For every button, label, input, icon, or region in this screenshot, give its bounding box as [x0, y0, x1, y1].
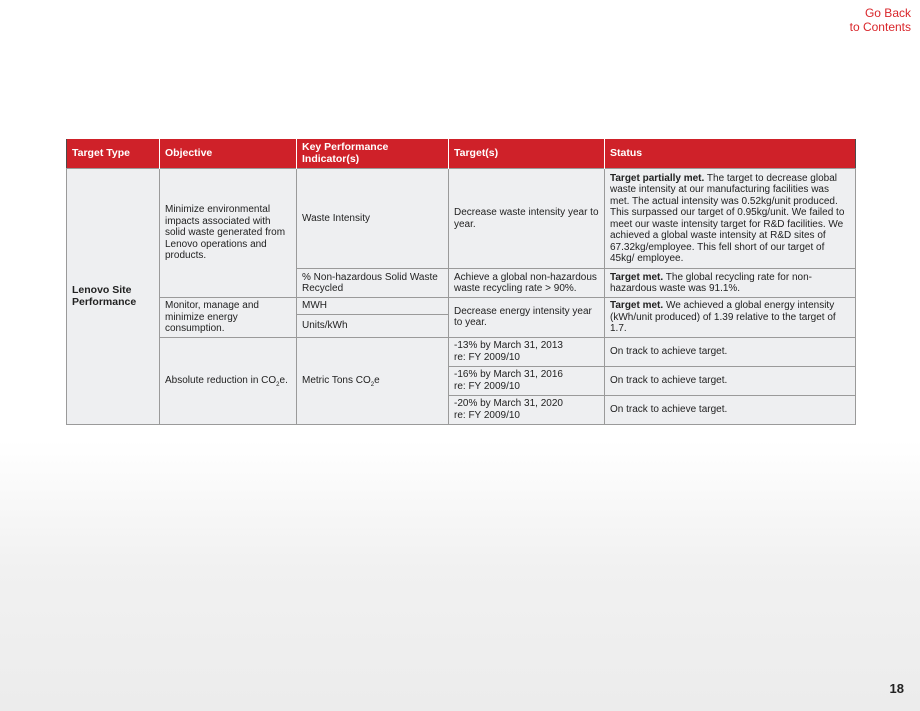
energy-kpi-mwh-cell: MWH: [297, 298, 449, 315]
co2-kpi-cell: [297, 337, 449, 424]
table-row: [67, 169, 856, 269]
table-row: [67, 337, 856, 366]
header-kpi: Key Performance Indicator(s): [297, 139, 449, 169]
waste-target-cell: Decrease waste intensity year to year.: [449, 169, 605, 269]
waste-kpi-cell: Waste Intensity: [297, 169, 449, 269]
co2-target-line2: re: FY 2009/10: [454, 409, 520, 421]
recycled-kpi-cell: % Non-hazardous Solid Waste Recycled: [297, 269, 449, 298]
co2-status-cell: On track to achieve target.: [605, 395, 856, 424]
go-back-link[interactable]: [850, 6, 911, 34]
co2-kpi-suffix: e: [374, 374, 380, 386]
table-header-row: [67, 139, 856, 169]
waste-objective-cell: Minimize environmental impacts associated with solid waste generated from Lenovo operations and products.: [160, 169, 297, 298]
co2-target-line1: -20% by March 31, 2020: [454, 398, 563, 409]
target-type-cell: Lenovo Site Performance: [67, 169, 160, 425]
go-back-line1[interactable]: Go Back: [864, 6, 911, 20]
co2-target-line1: -16% by March 31, 2016: [454, 369, 563, 380]
co2-objective-text: Absolute reduction in CO: [165, 374, 277, 386]
header-status: Status: [605, 139, 856, 169]
header-targets: Target(s): [449, 139, 605, 169]
waste-status-cell: [605, 169, 856, 269]
energy-status-cell: [605, 298, 856, 338]
header-objective: Objective: [160, 139, 297, 169]
status-label: Target partially met.: [610, 172, 705, 184]
co2-target-line1: -13% by March 31, 2013: [454, 340, 563, 351]
co2-target-line2: re: FY 2009/10: [454, 351, 520, 363]
energy-objective-cell: Monitor, manage and minimize energy consumption.: [160, 298, 297, 338]
co2-status-cell: On track to achieve target.: [605, 337, 856, 366]
go-back-line2[interactable]: to Contents: [849, 20, 911, 34]
co2-status-cell: On track to achieve target.: [605, 366, 856, 395]
co2-objective-suffix: e.: [279, 374, 288, 386]
co2-target-cell: [449, 395, 605, 424]
kpi-table: [66, 139, 856, 425]
co2-target-line2: re: FY 2009/10: [454, 380, 520, 392]
status-text: We achieved a global energy intensity (kWh/unit produced) of 1.39 relative to the target of 1.7.: [610, 300, 836, 334]
co2-subscript: 2: [276, 381, 280, 388]
co2-objective-cell: [160, 337, 297, 424]
co2-target-cell: [449, 366, 605, 395]
page-number: 18: [889, 681, 904, 696]
header-target-type: Target Type: [67, 139, 160, 169]
status-text: The target to decrease global waste intensity at our manufacturing facilities was met. The actual intensity was 0.52kg/unit produced. This surpassed our target of 0.95kg/unit. We failed to meet our waste intensity target for R&D facilities. We achieved a global waste intensity at R&D sites of 67.32kg/employee. This fell short of our target of 45kg/ employee.: [610, 172, 845, 264]
status-label: Target met.: [610, 300, 664, 311]
recycled-status-cell: [605, 269, 856, 298]
status-label: Target met.: [610, 271, 664, 283]
table-row: [67, 298, 856, 315]
energy-target-cell: Decrease energy intensity year to year.: [449, 298, 605, 338]
co2-kpi-subscript: 2: [370, 381, 375, 388]
co2-kpi-text: Metric Tons CO: [302, 374, 371, 386]
status-text: The global recycling rate for non-hazardous waste was 91.1%.: [610, 271, 812, 294]
energy-kpi-units-cell: Units/kWh: [297, 314, 449, 337]
co2-target-cell: [449, 337, 605, 366]
recycled-target-cell: Achieve a global non-hazardous waste recycling rate > 90%.: [449, 269, 605, 298]
